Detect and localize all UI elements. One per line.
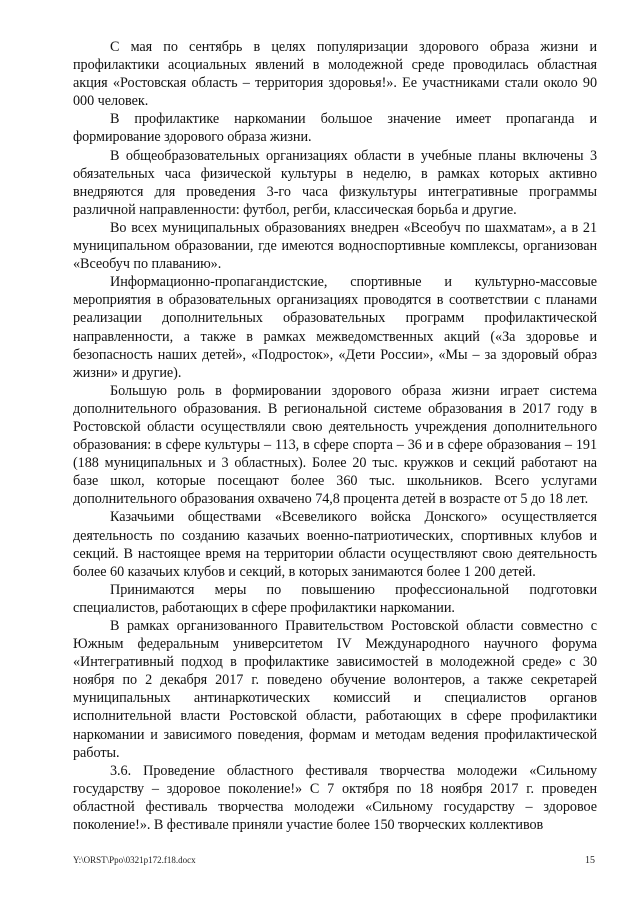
paragraph-forum: В рамках организованного Правительством Ростовской области совместно с Южным федеральным университетом IV Международного научного форума «Интегративный подход в профилактике зависимостей в молодежной среде» с 30 ноября по 2 декабря 2017 г. поведено обучение волонтеров, а также секретарей муниципальных антинаркотических комиссий и специалистов органов исполнительной власти Ростовской области, работающих в сфере профилактики наркомании и зависимого поведения, формам и методам ведения профилактической работы. (73, 618, 597, 761)
footer-file-path: Y:\ORST\Ppo\0321p172.f18.docx (73, 855, 196, 865)
paragraph-health-campaign: С мая по сентябрь в целях популяризации здорового образа жизни и профилактики асоциальных явлений в молодежной среде проводилась областная акция «Ростовская область – территория здоровья!». Ее участниками стали около 90 000 человек. (73, 39, 597, 110)
paragraph-festival: 3.6. Проведение областного фестиваля творчества молодежи «Сильному государству – здоровое поколение!» С 7 октября по 18 ноября 2017 г. проведен областной фестиваль творчества молодежи «Сильному государству – здоровое поколение!». В фестивале приняли участие более 150 творческих коллективов (73, 762, 597, 834)
page-number: 15 (585, 855, 595, 866)
paragraph-additional-education: Большую роль в формировании здорового образа жизни играет система дополнительного образования. В региональной системе образования в 2017 году в Ростовской области осуществляли свою деятельность учреждения дополнительного образования: в сфере культуры – 113, в сфере спорта – 36 и в сфере образования – 191 (188 муниципальных и 3 областных). Более 20 тыс. кружков и секций работают на базе школ, которые посещают более 360 тыс. школьников. Всего услугами дополнительного образования охвачено 74,8 процента детей в возрасте от 5 до 18 лет. (73, 382, 597, 508)
paragraph-physical-education: В общеобразовательных организациях области в учебные планы включены 3 обязательных часа физической культуры в неделю, в рамках которых активно внедряются для проведения 3-го часа физкультуры интегративные программы различной направленности: футбол, регби, классическая борьба и другие. (73, 147, 597, 218)
paragraph-cossack-societies: Казачьими обществами «Всевеликого войска Донского» осуществляется деятельность по созданию казачьих военно-патриотических, спортивных клубов и секций. В настоящее время на территории области осуществляют свою деятельность более 60 казачьих клубов и секций, в которых занимаются более 1 200 детей. (73, 509, 597, 580)
document-body (73, 38, 597, 834)
paragraph-drug-prevention: В профилактике наркомании большое значение имеет пропаганда и формирование здорового образа жизни. (73, 111, 597, 146)
paragraph-events: Информационно-пропагандистские, спортивные и культурно-массовые мероприятия в образовательных организациях проводятся в соответствии с планами реализации дополнительных образовательных программ профилактической направленности, а также в рамках межведомственных акций («За здоровье и безопасность наших детей», «Подросток», «Дети России», «Мы – за здоровый образ жизни» и другие). (73, 274, 597, 381)
paragraph-chess-swimming: Во всех муниципальных образованиях внедрен «Всеобуч по шахматам», а в 21 муниципальном образовании, где имеются водноспортивные комплексы, организован «Всеобуч по плаванию». (73, 219, 597, 273)
paragraph-specialist-training: Принимаются меры по повышению профессиональной подготовки специалистов, работающих в сфере профилактики наркомании. (73, 581, 597, 616)
